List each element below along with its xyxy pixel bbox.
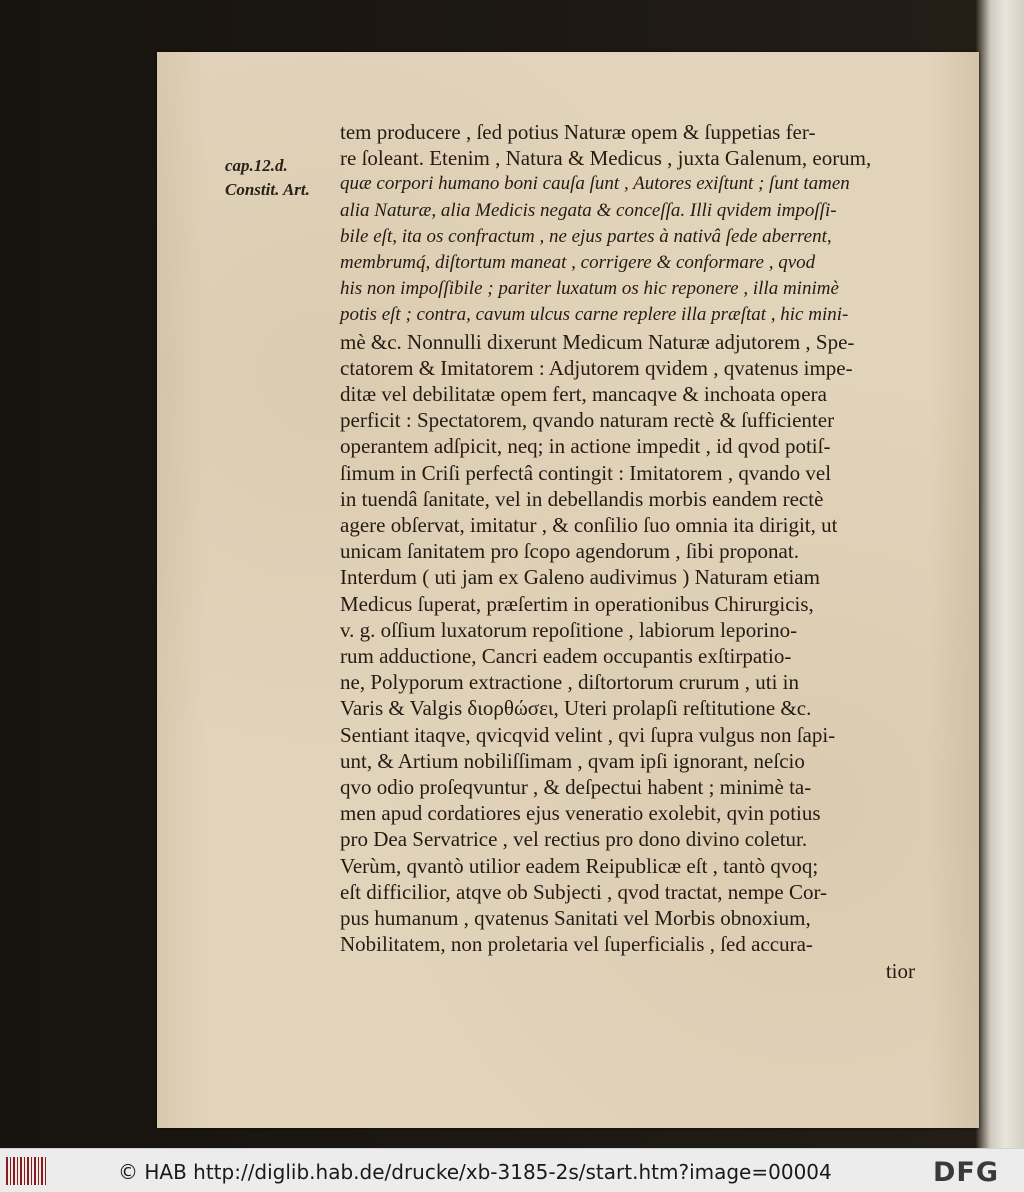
text-line: membrumq́, diſtortum maneat , corrigere & conformare , qvod [340, 252, 816, 274]
margin-notes [225, 154, 335, 202]
book-page [157, 52, 979, 1128]
text-line: ſimum in Criſi perfectâ contingit : Imitatorem , qvando vel [340, 460, 832, 485]
text-line: Sentiant itaqve, qvicqvid velint , qvi ſupra vulgus non ſapi- [340, 722, 836, 747]
text-line: Nobilitatem, non proletaria vel ſuperficialis , ſed accura- [340, 932, 813, 957]
text-line: perficit : Spectatorem, qvando naturam rectè & ſufficienter [340, 408, 835, 433]
text-line: his non impoſſibile ; pariter luxatum os hic reponere , illa minimè [340, 278, 839, 300]
text-line: pro Dea Servatrice , vel rectius pro dono divino coletur. [340, 827, 808, 852]
barcode-icon [6, 1157, 46, 1185]
text-line: potis eſt ; contra, cavum ulcus carne replere illa præſtat , hic mini- [340, 304, 849, 326]
body-text [340, 119, 915, 984]
text-line: men apud cordatiores ejus veneratio exolebit, qvin potius [340, 801, 821, 826]
text-line: Verùm, qvantò utilior eadem Reipublicæ eſt , tantò qvoq; [340, 853, 819, 878]
text-line: ditæ vel debilitatæ opem fert, mancaqve & inchoata opera [340, 382, 827, 407]
text-line: re ſoleant. Etenim , Natura & Medicus , juxta Galenum, eorum, [340, 146, 872, 171]
text-line: in tuendâ ſanitate, vel in debellandis morbis eandem rectè [340, 486, 824, 511]
margin-note: cap.12.d. [225, 156, 288, 175]
text-line: pus humanum , qvatenus Sanitati vel Morbis obnoxium, [340, 906, 811, 931]
adjacent-page-edge [976, 0, 1024, 1148]
dfg-logo: DFG [933, 1157, 1000, 1188]
margin-note: Constit. Art. [225, 180, 310, 199]
text-line: rum adductione, Cancri eadem occupantis exſtirpatio- [340, 644, 792, 669]
text-line: operantem adſpicit, neq; in actione impedit , id qvod potiſ- [340, 434, 831, 459]
text-line: ctatorem & Imitatorem : Adjutorem qvidem , qvatenus impe- [340, 355, 853, 380]
viewer-footer [0, 1148, 1024, 1192]
text-line: unicam ſanitatem pro ſcopo agendorum , ſibi proponat. [340, 539, 799, 564]
text-line: unt, & Artium nobiliſſimam , qvam ipſi ignorant, neſcio [340, 748, 805, 773]
text-line: agere obſervat, imitatur , & conſilio ſuo omnia ita dirigit, ut [340, 513, 838, 538]
text-line: mè &c. Nonnulli dixerunt Medicum Naturæ adjutorem , Spe- [340, 329, 855, 354]
catchword: tior [885, 958, 915, 983]
text-line: tem producere , ſed potius Naturæ opem & ſuppetias fer- [340, 120, 816, 144]
text-line: eſt difficilior, atqve ob Subjecti , qvod tractat, nempe Cor- [340, 879, 828, 904]
text-line: bile eſt, ita os confractum , ne ejus partes à nativâ ſede aberrent, [340, 225, 832, 247]
text-line: v. g. oſſium luxatorum repoſitione , labiorum leporino- [340, 617, 798, 642]
text-line: Interdum ( uti jam ex Galeno audivimus ) Naturam etiam [340, 565, 820, 590]
text-line: qvo odio proſeqvuntur , & deſpectui habent ; minimè ta- [340, 775, 812, 800]
text-line: alia Naturæ, alia Medicis negata & conceſſa. Illi qvidem impoſſi- [340, 199, 837, 221]
text-line: quæ corpori humano boni cauſa ſunt , Autores exiſtunt ; ſunt tamen [340, 173, 850, 195]
text-line: ne, Polyporum extractione , diſtortorum crurum , uti in [340, 670, 799, 695]
text-line: Medicus ſuperat, præſertim in operationibus Chirurgicis, [340, 591, 814, 616]
text-line: Varis & Valgis διορθώσει, Uteri prolapſi reſtitutione &c. [340, 696, 812, 721]
copyright-url: © HAB http://diglib.hab.de/drucke/xb-3185-2s/start.htm?image=00004 [118, 1160, 832, 1184]
